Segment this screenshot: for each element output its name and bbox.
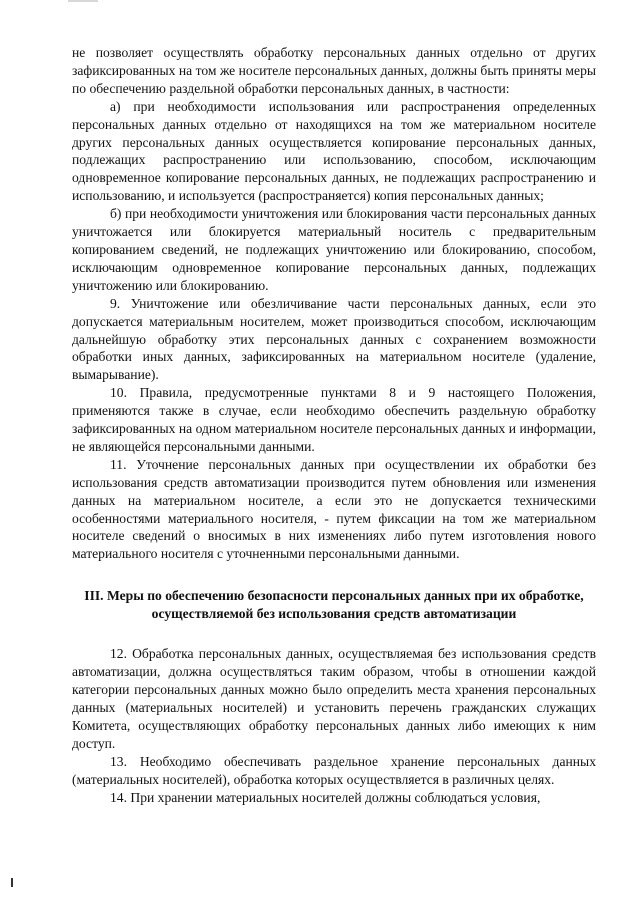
- document-body: [72, 44, 596, 806]
- paragraph-intro: не позволяет осуществлять обработку персональных данных отдельно от других зафиксированных на том же носителе персональных данных, должны быть приняты меры по обеспечению раздельной обработки персональных данных, в частности:: [72, 45, 596, 96]
- scan-artifact-edge: [11, 878, 13, 887]
- paragraph-14: 14. При хранении материальных носителей должны соблюдаться условия,: [110, 789, 541, 805]
- scan-artifact-top: [68, 0, 98, 2]
- paragraph-a: а) при необходимости использования или распространения определенных персональных данных отдельно от находящихся на том же материальном носителе других персональных данных осуществляется копирование персональных данных, подлежащих распространению или использованию, способом, исключающим одновременное копирование персональных данных, не подлежащих распространению и использованию, и используется (распространяется) копия персональных данных;: [72, 98, 596, 204]
- paragraph-9: 9. Уничтожение или обезличивание части персональных данных, если это допускается материальным носителем, может производиться способом, исключающим дальнейшую обработку этих персональных данных с сохранением возможности обработки иных данных, зафиксированных на материальном носителе (удаление, вымарывание).: [72, 295, 596, 383]
- paragraph-11: 11. Уточнение персональных данных при осуществлении их обработки без использования средств автоматизации производится путем обновления или изменения данных на материальном носителе, а если это не допускается техническими особенностями материального носителя, - путем фиксации на том же материальном носителе сведений о вносимых в них изменениях либо путем изготовления нового материального носителя с уточненными персональными данными.: [72, 456, 596, 562]
- paragraph-b: б) при необходимости уничтожения или блокирования части персональных данных уничтожается или блокируется материальный носитель с предварительным копированием сведений, не подлежащих уничтожению или блокированию, способом, исключающим одновременное копирование персональных данных, подлежащих уничтожению или блокированию.: [72, 206, 596, 293]
- paragraph-13: 13. Необходимо обеспечивать раздельное хранение персональных данных (материальных носителей), обработка которых осуществляется в различных целях.: [72, 753, 596, 787]
- paragraph-10: 10. Правила, предусмотренные пунктами 8 и 9 настоящего Положения, применяются также в случае, если необходимо обеспечить раздельную обработку зафиксированных на одном материальном носителе персональных данных и информации, не являющейся персональными данными.: [72, 385, 596, 454]
- paragraph-12: 12. Обработка персональных данных, осуществляемая без использования средств автоматизации, должна осуществляться таким образом, чтобы в отношении каждой категории персональных данных можно было определить места хранения персональных данных (материальных носителей) и установить перечень гражданских служащих Комитета, осуществляющих обработку персональных данных либо имеющих к ним доступ.: [72, 646, 596, 751]
- section-heading: III. Меры по обеспечению безопасности персональных данных при их обработке, осуществляемой без использования средств автоматизации: [84, 588, 584, 622]
